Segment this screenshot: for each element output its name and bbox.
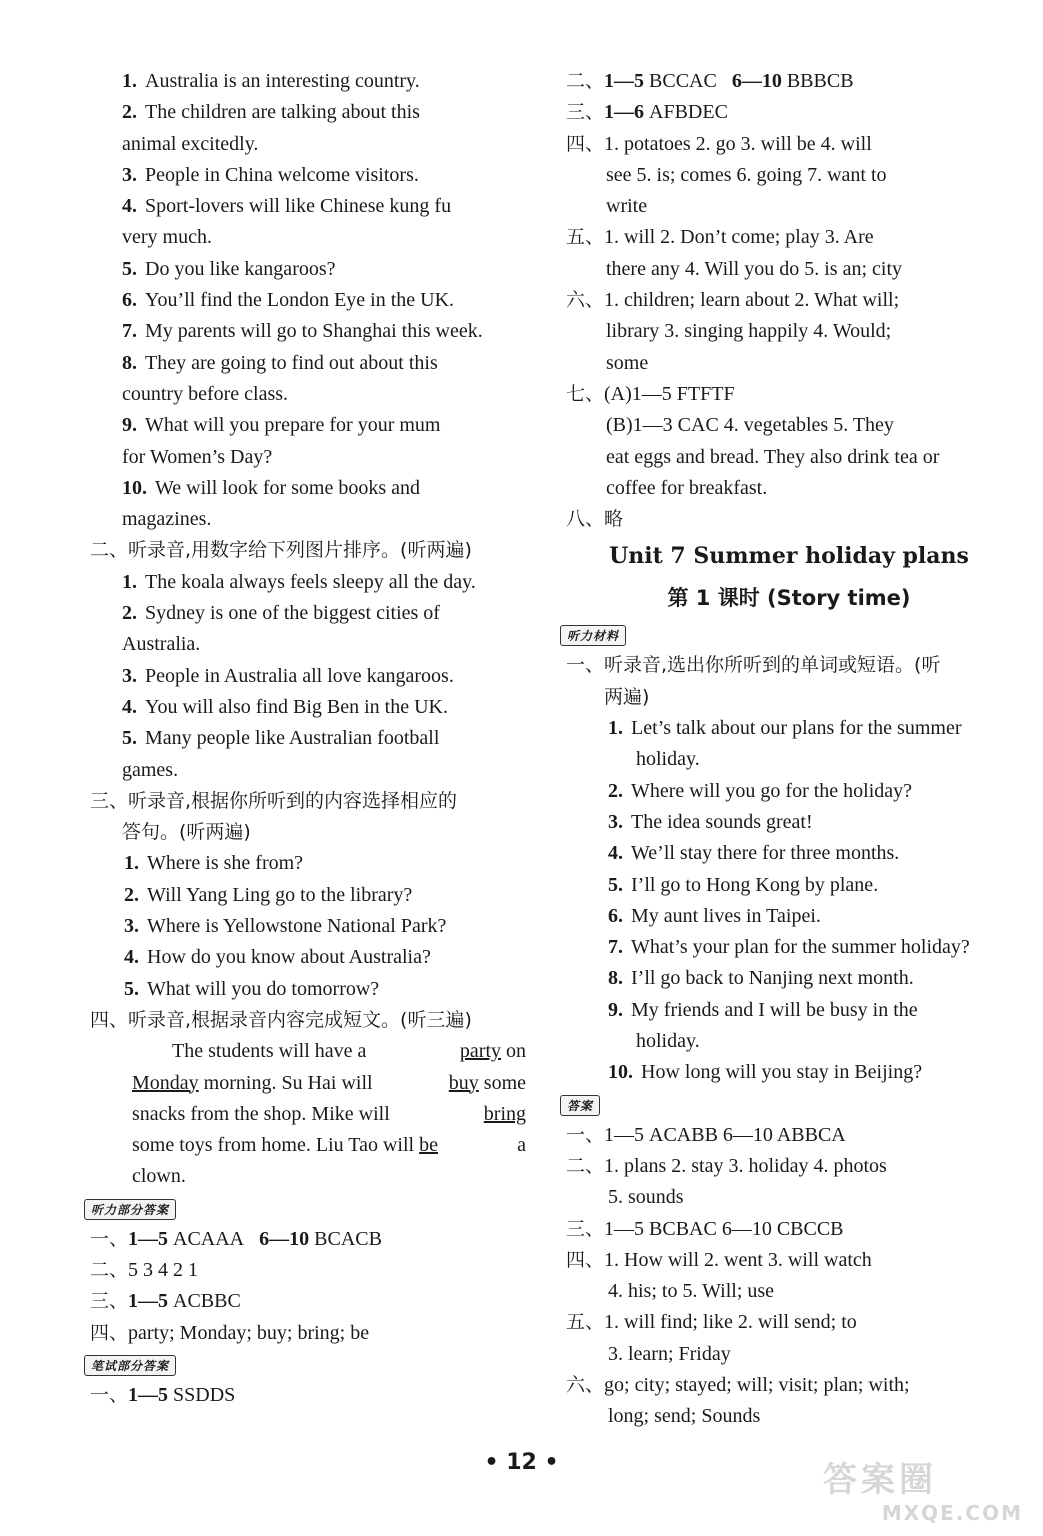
item-number: 2. xyxy=(124,883,139,906)
numbered-item xyxy=(90,316,526,347)
item-number: 2. xyxy=(608,779,623,802)
section-2-title: 二、听录音,用数字给下列图片排序。(听两遍) xyxy=(90,539,472,562)
item-text: How long will you stay in Beijing? xyxy=(641,1061,923,1084)
item-number: 8. xyxy=(608,967,623,990)
numbered-item xyxy=(566,901,1012,932)
item-number: 6. xyxy=(608,904,623,927)
item-text: What’s your plan for the summer holiday? xyxy=(631,936,970,959)
numbered-item xyxy=(90,567,526,598)
numbered-item xyxy=(90,285,526,316)
numbered-item xyxy=(90,97,526,128)
item-number: 7. xyxy=(122,320,137,343)
unit7-section-1-title-line-1: 一、听录音,选出你所听到的单词或短语。(听 xyxy=(566,654,941,677)
item-continuation: holiday. xyxy=(636,748,700,771)
item-number: 5. xyxy=(124,977,139,1000)
written-answers-tag: 笔试部分答案 xyxy=(84,1355,176,1376)
numbered-item xyxy=(90,723,526,754)
numbered-item xyxy=(90,911,526,942)
numbered-item xyxy=(90,410,526,441)
numbered-item xyxy=(90,66,526,97)
item-continuation: Australia. xyxy=(122,633,201,656)
unit7-answer-1: 一、1—5 ACABB 6—10 ABBCA xyxy=(566,1123,846,1146)
item-text: Let’s talk about our plans for the summer xyxy=(631,717,962,740)
section-4-title: 四、听录音,根据录音内容完成短文。(听三遍) xyxy=(90,1008,472,1031)
numbered-item xyxy=(90,473,526,504)
item-text: I’ll go back to Nanjing next month. xyxy=(631,967,914,990)
item-number: 4. xyxy=(608,842,623,865)
watermark-line-2: MXQE.COM xyxy=(881,1501,1023,1525)
item-number: 3. xyxy=(608,810,623,833)
item-number: 3. xyxy=(122,664,137,687)
numbered-item xyxy=(566,870,1012,901)
unit7-listening-script xyxy=(566,713,1012,1089)
item-text: How do you know about Australia? xyxy=(147,946,431,969)
item-text: Sport-lovers will like Chinese kung fu xyxy=(145,195,452,218)
item-number: 6. xyxy=(122,289,137,312)
item-number: 1. xyxy=(124,852,139,875)
watermark-line-1: 答案圈 xyxy=(823,1460,937,1500)
listening-answers-tag: 听力部分答案 xyxy=(84,1199,176,1220)
item-number: 2. xyxy=(122,602,137,625)
cloze-passage xyxy=(90,1036,526,1192)
cloze-line-1: The students will have a party on xyxy=(172,1040,526,1063)
numbered-item xyxy=(566,1057,1012,1088)
item-text: What will you do tomorrow? xyxy=(147,977,380,1000)
listening-script-section-1 xyxy=(90,66,526,535)
numbered-item xyxy=(90,848,526,879)
item-continuation: magazines. xyxy=(122,508,212,531)
item-number: 9. xyxy=(122,414,137,437)
item-number: 9. xyxy=(608,998,623,1021)
item-number: 4. xyxy=(122,695,137,718)
right-column xyxy=(566,66,1012,1433)
item-text: You will also find Big Ben in the UK. xyxy=(145,695,448,718)
item-number: 5. xyxy=(122,257,137,280)
cloze-answer-bring: bring xyxy=(483,1102,526,1125)
numbered-item xyxy=(566,713,1012,744)
written-answer-7: 七、(A)1—5 FTFTF (B)1—3 CAC 4. vegetables 5. They eat eggs and bread. They also drink tea or coffee for breakfast. xyxy=(566,382,940,499)
unit7-section-1-title-line-2: 两遍) xyxy=(604,685,650,708)
item-text: Australia is an interesting country. xyxy=(145,70,420,92)
written-answer-5: 五、1. will 2. Don’t come; play 3. Are there any 4. Will you do 5. is an; city xyxy=(566,226,902,280)
item-number: 5. xyxy=(608,873,623,896)
item-text: We’ll stay there for three months. xyxy=(631,842,900,865)
watermark-logo xyxy=(823,1452,1023,1532)
numbered-item xyxy=(566,776,1012,807)
item-text: The koala always feels sleepy all the day. xyxy=(145,570,476,593)
numbered-item xyxy=(90,160,526,191)
cloze-answer-be: be xyxy=(419,1134,438,1157)
item-continuation: games. xyxy=(122,758,179,781)
cloze-answer-monday: Monday xyxy=(132,1071,199,1094)
written-answer-1: 一、1—5 SSDDS xyxy=(90,1383,236,1406)
section-3-title-line-2: 答句。(听两遍) xyxy=(122,821,251,844)
numbered-item xyxy=(566,932,1012,963)
numbered-item xyxy=(566,963,1012,994)
item-text: People in China welcome visitors. xyxy=(145,163,419,186)
unit7-answer-4: 四、1. How will 2. went 3. will watch 4. his; to 5. Will; use xyxy=(566,1248,872,1303)
listening-script-section-3 xyxy=(90,848,526,1004)
item-number: 10. xyxy=(122,476,147,499)
written-answer-8: 八、略 xyxy=(566,508,624,531)
written-answer-2: 二、1—5 BCCAC 6—10 BBBCB xyxy=(566,70,854,92)
listening-answer-3: 三、1—5 ACBBC xyxy=(90,1290,241,1313)
page-number: • 12 • xyxy=(484,1450,559,1475)
numbered-item xyxy=(90,974,526,1005)
unit7-answer-3: 三、1—5 BCBAC 6—10 CBCCB xyxy=(566,1217,844,1240)
written-answer-3: 三、1—6 AFBDEC xyxy=(566,101,728,124)
cloze-line-2: Monday morning. Su Hai will buy some xyxy=(132,1071,526,1094)
item-text: Will Yang Ling go to the library? xyxy=(147,883,413,906)
numbered-item xyxy=(90,254,526,285)
numbered-item xyxy=(566,807,1012,838)
item-text: Sydney is one of the biggest cities of xyxy=(145,602,440,625)
answer-tag: 答案 xyxy=(560,1095,600,1116)
item-number: 7. xyxy=(608,936,623,959)
written-answer-6: 六、1. children; learn about 2. What will; library 3. singing happily 4. Would; some xyxy=(566,289,900,374)
item-text: We will look for some books and xyxy=(155,476,421,499)
item-text: The idea sounds great! xyxy=(631,810,813,833)
left-column xyxy=(90,66,526,1411)
numbered-item xyxy=(90,191,526,222)
item-text: The children are talking about this xyxy=(145,101,420,124)
item-text: My aunt lives in Taipei. xyxy=(631,904,821,927)
item-text: They are going to find out about this xyxy=(145,351,438,374)
listening-script-section-2 xyxy=(90,567,526,786)
item-continuation: country before class. xyxy=(122,382,289,405)
written-answer-4: 四、1. potatoes 2. go 3. will be 4. will see 5. is; comes 6. going 7. want to write xyxy=(566,132,887,218)
lesson-title: 第 1 课时 (Story time) xyxy=(667,586,911,611)
numbered-item xyxy=(566,995,1012,1026)
unit-title: Unit 7 Summer holiday plans xyxy=(609,543,969,570)
item-continuation: holiday. xyxy=(636,1030,700,1053)
item-text: I’ll go to Hong Kong by plane. xyxy=(631,873,879,896)
item-number: 2. xyxy=(122,101,137,124)
item-continuation: animal excitedly. xyxy=(122,132,259,155)
listening-answer-4: 四、party; Monday; buy; bring; be xyxy=(90,1321,370,1344)
numbered-item xyxy=(566,838,1012,869)
item-text: Where will you go for the holiday? xyxy=(631,779,913,802)
item-number: 4. xyxy=(124,946,139,969)
item-text: Where is she from? xyxy=(147,852,304,875)
listening-material-tag: 听力材料 xyxy=(560,625,626,646)
item-text: My friends and I will be busy in the xyxy=(631,998,918,1021)
item-text: My parents will go to Shanghai this week. xyxy=(145,320,483,343)
section-3-title-line-1: 三、听录音,根据你所听到的内容选择相应的 xyxy=(90,789,458,812)
unit7-answer-6: 六、go; city; stayed; will; visit; plan; with; long; send; Sounds xyxy=(566,1373,910,1428)
item-text: Do you like kangaroos? xyxy=(145,257,336,280)
listening-answer-2: 二、5 3 4 2 1 xyxy=(90,1258,199,1281)
cloze-line-3: snacks from the shop. Mike will bring xyxy=(90,1099,526,1130)
item-number: 3. xyxy=(124,915,139,938)
numbered-item xyxy=(90,880,526,911)
unit7-answer-5: 五、1. will find; like 2. will send; to 3. learn; Friday xyxy=(566,1311,857,1365)
item-number: 3. xyxy=(122,163,137,186)
cloze-line-4: some toys from home. Liu Tao will be a xyxy=(132,1134,526,1157)
item-continuation: for Women’s Day? xyxy=(122,445,273,468)
item-number: 1. xyxy=(122,70,137,92)
item-number: 1. xyxy=(608,717,623,740)
item-number: 5. xyxy=(122,727,137,750)
numbered-item xyxy=(90,348,526,379)
item-text: Where is Yellowstone National Park? xyxy=(147,915,447,938)
numbered-item xyxy=(90,661,526,692)
cloze-line-5: clown. xyxy=(132,1165,186,1188)
item-text: People in Australia all love kangaroos. xyxy=(145,664,454,687)
numbered-item xyxy=(90,598,526,629)
listening-answer-1: 一、1—5 ACAAA 6—10 BCACB xyxy=(90,1227,382,1250)
unit7-answer-2: 二、1. plans 2. stay 3. holiday 4. photos 5. sounds xyxy=(566,1154,887,1209)
cloze-answer-party: party xyxy=(459,1040,501,1063)
item-number: 1. xyxy=(122,570,137,593)
numbered-item xyxy=(90,942,526,973)
item-number: 10. xyxy=(608,1061,633,1084)
item-number: 8. xyxy=(122,351,137,374)
item-text: Many people like Australian football xyxy=(145,727,440,750)
cloze-answer-buy: buy xyxy=(448,1071,479,1094)
item-continuation: very much. xyxy=(122,226,212,249)
item-number: 4. xyxy=(122,195,137,218)
item-text: You’ll find the London Eye in the UK. xyxy=(145,289,455,312)
numbered-item xyxy=(90,692,526,723)
item-text: What will you prepare for your mum xyxy=(145,414,441,437)
